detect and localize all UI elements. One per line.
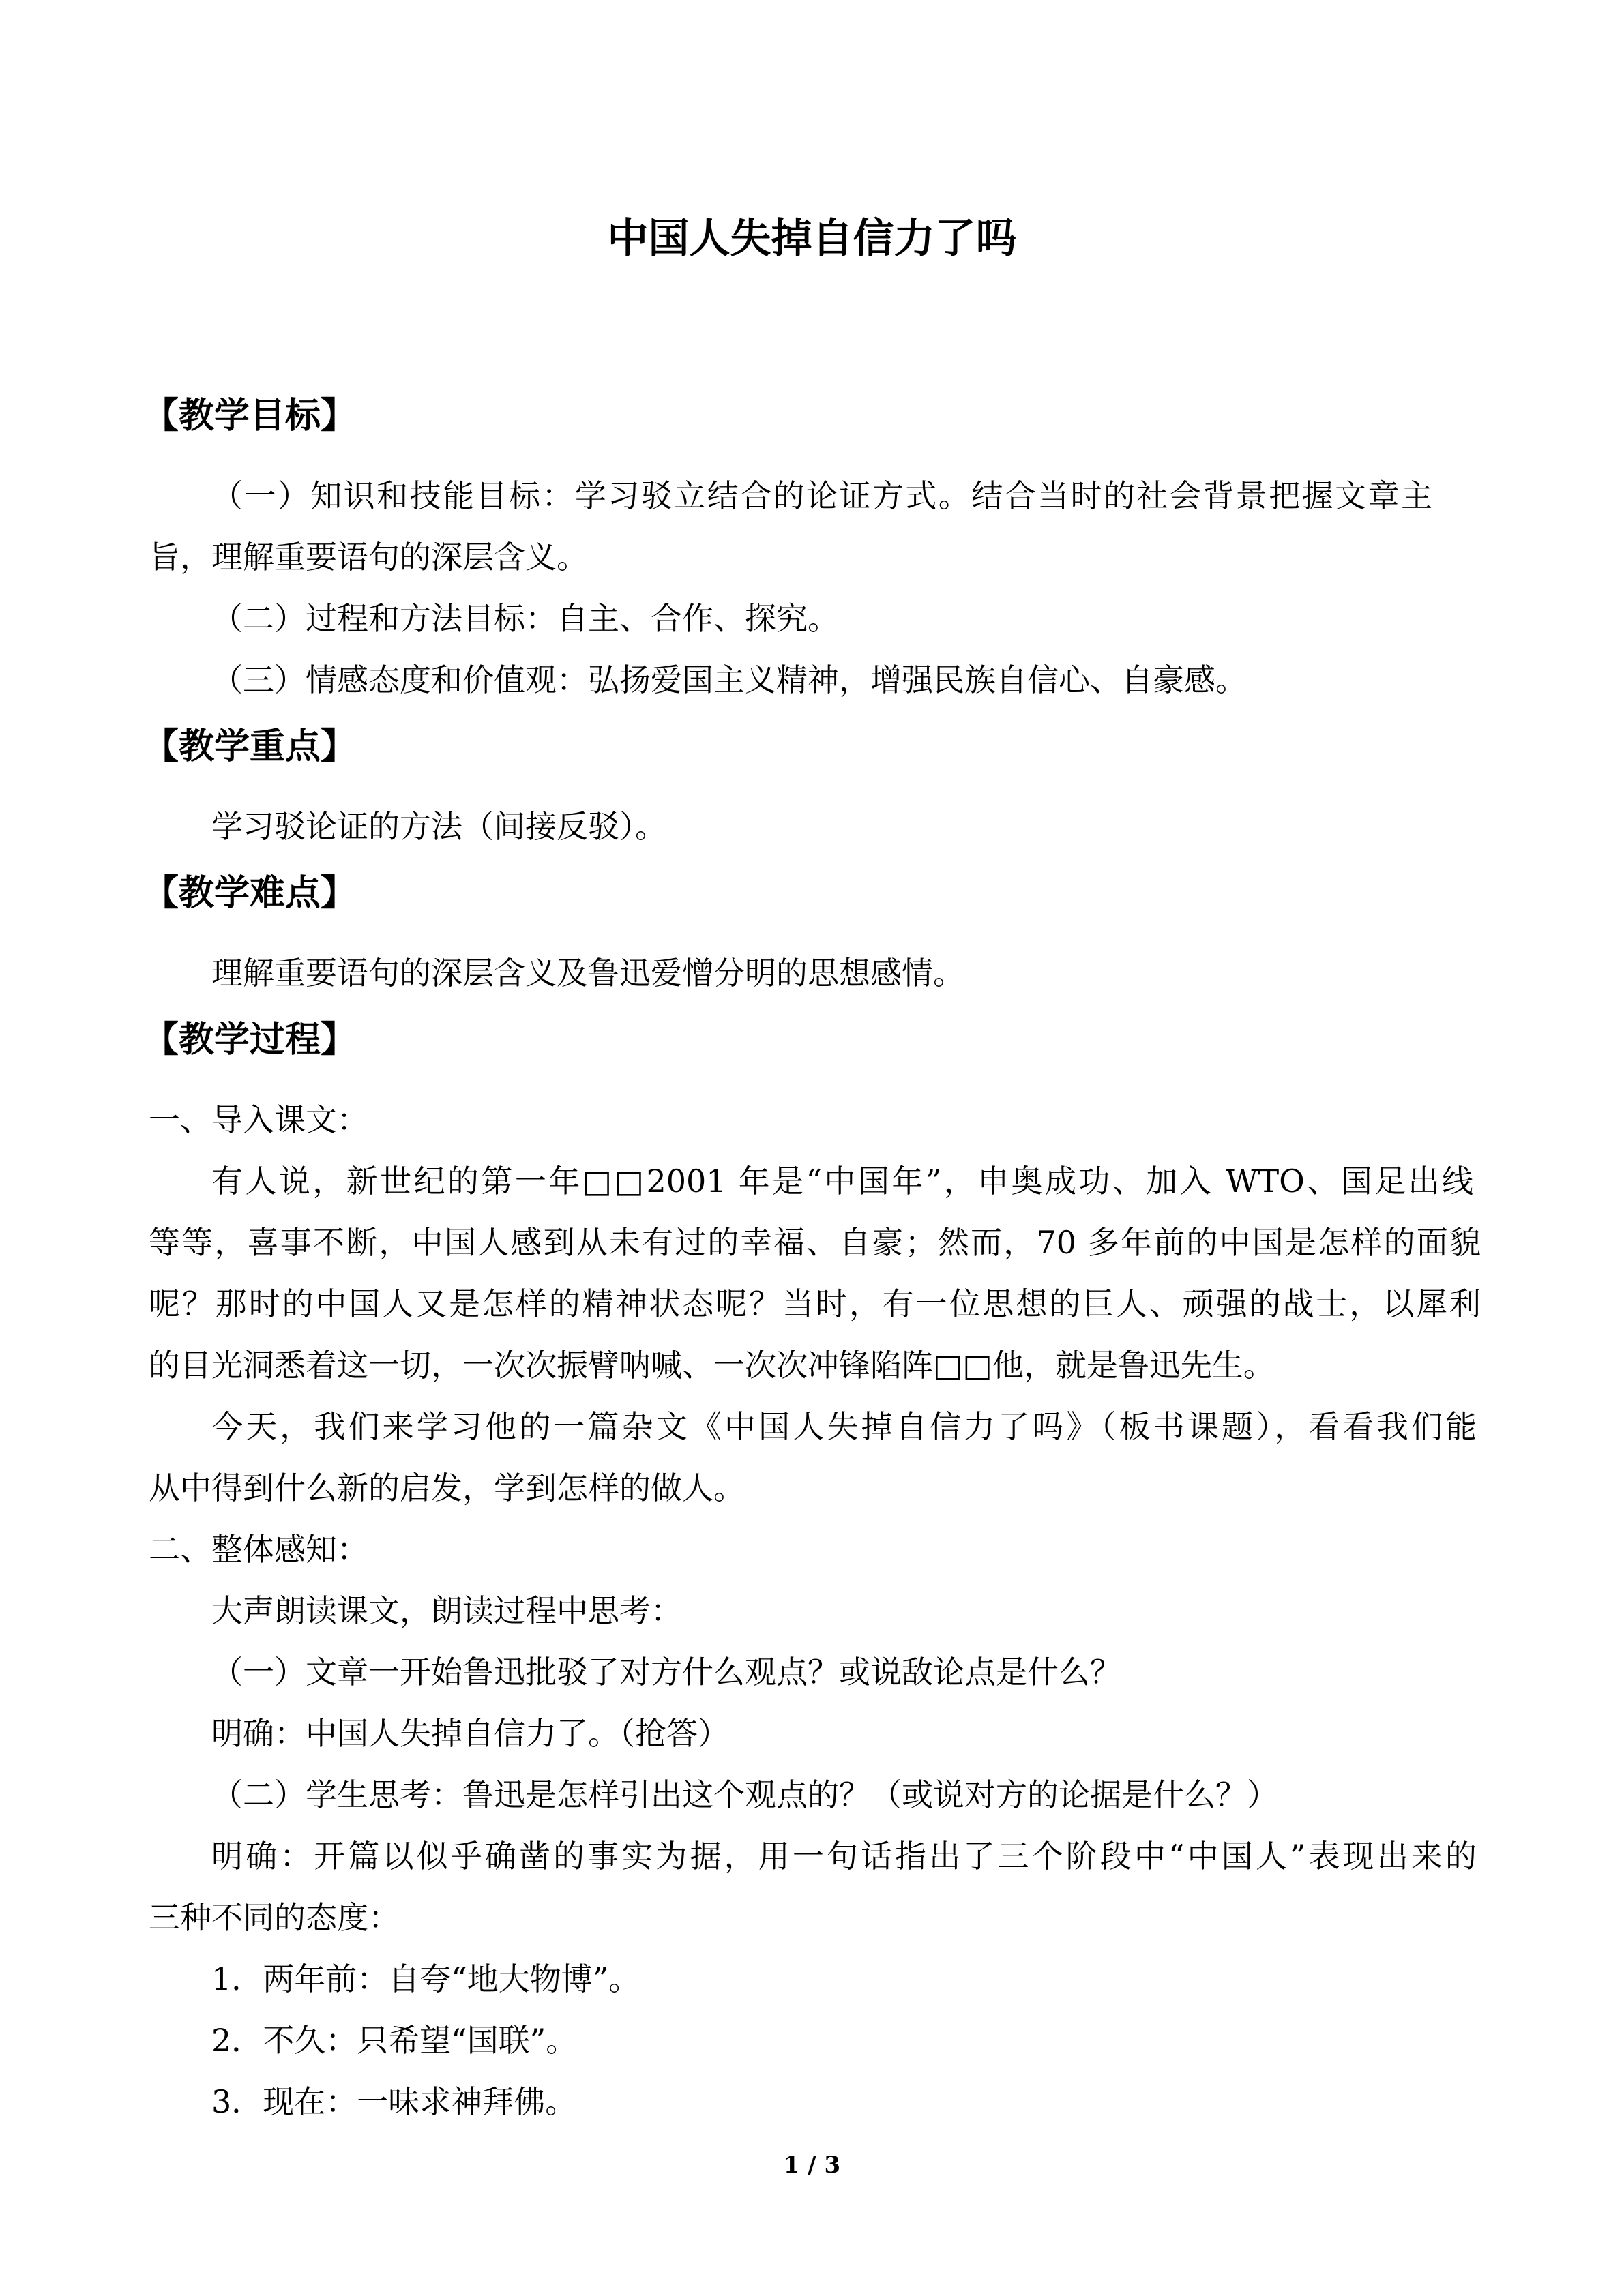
list-item-3: 3．现在：一味求神拜佛。 <box>211 2083 577 2120</box>
goal-line-4: （三）情感态度和价值观：弘扬爱国主义精神，增强民族自信心、自豪感。 <box>211 661 1247 698</box>
difficulty-text: 理解重要语句的深层含义及鲁迅爱憎分明的思想感情。 <box>211 955 964 992</box>
step-1-title: 一、导入课文： <box>149 1101 368 1138</box>
read-aloud-instruction: 大声朗读课文，朗读过程中思考： <box>211 1592 682 1629</box>
question-1: （一）文章一开始鲁迅批驳了对方什么观点？或说敌论点是什么？ <box>211 1654 1121 1690</box>
heading-teaching-goals: 【教学目标】 <box>143 395 357 436</box>
list-item-1: 1．两年前：自夸“地大物博”。 <box>211 1960 640 1997</box>
heading-teaching-key-point: 【教学重点】 <box>143 726 357 767</box>
intro-line-2: 等等，喜事不断，中国人感到从未有过的幸福、自豪；然而，70 多年前的中国是怎样的面貌 <box>149 1224 1481 1261</box>
intro-line-4: 的目光洞悉着这一切，一次次振臂呐喊、一次次冲锋陷阵□□他，就是鲁迅先生。 <box>149 1347 1275 1384</box>
intro-line-1: 有人说，新世纪的第一年□□2001 年是“中国年”，申奥成功、加入 WTO、国足出线 <box>211 1163 1473 1199</box>
key-point-text: 学习驳论证的方法（间接反驳）。 <box>211 808 666 845</box>
goal-line-2: 旨，理解重要语句的深层含义。 <box>149 539 588 576</box>
list-item-2: 2．不久：只希望“国联”。 <box>211 2022 578 2059</box>
intro-line-3: 呢？那时的中国人又是怎样的精神状态呢？当时，有一位思想的巨人、顽强的战士，以犀利 <box>149 1285 1481 1322</box>
today-line-1: 今天，我们来学习他的一篇杂文《中国人失掉自信力了吗》（板书课题），看看我们能 <box>211 1408 1477 1445</box>
heading-teaching-process: 【教学过程】 <box>143 1019 357 1060</box>
today-line-2: 从中得到什么新的启发，学到怎样的做人。 <box>149 1470 745 1506</box>
document-title: 中国人失掉自信力了吗 <box>607 215 1017 263</box>
answer-2-line-2: 三种不同的态度： <box>149 1899 400 1936</box>
page-number: 1 / 3 <box>783 2151 841 2179</box>
goal-line-3: （二）过程和方法目标：自主、合作、探究。 <box>211 600 839 637</box>
answer-2-line-1: 明确：开篇以似乎确凿的事实为据，用一句话指出了三个阶段中“中国人”表现出来的 <box>211 1838 1477 1875</box>
goal-line-1: （一）知识和技能目标：学习驳立结合的论证方式。结合当时的社会背景把握文章主 <box>211 477 1432 514</box>
answer-1: 明确：中国人失掉自信力了。（抢答） <box>211 1715 729 1752</box>
question-2: （二）学生思考：鲁迅是怎样引出这个观点的？（或说对方的论据是什么？） <box>211 1776 1278 1813</box>
step-2-title: 二、整体感知： <box>149 1531 368 1568</box>
heading-teaching-difficulty: 【教学难点】 <box>143 872 357 914</box>
